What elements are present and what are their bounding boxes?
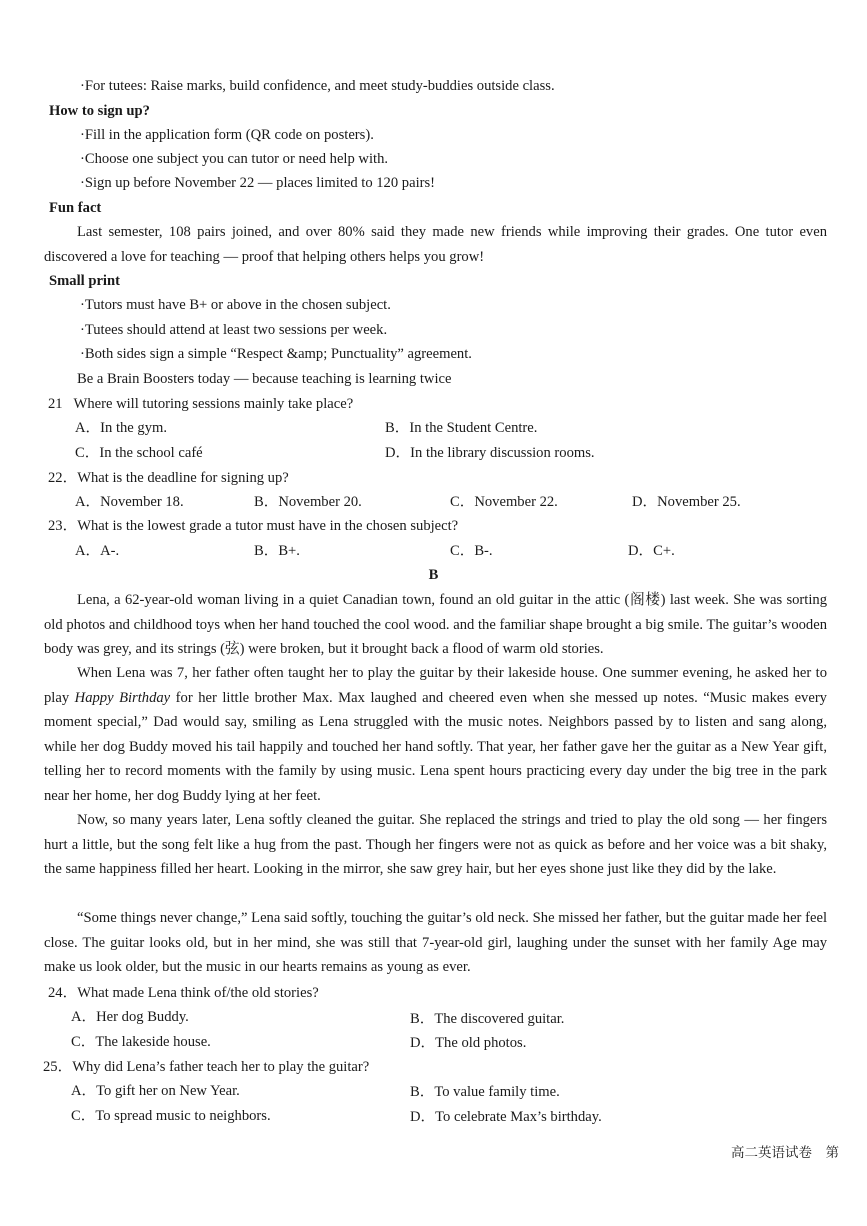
- option-24-b[interactable]: B．The discovered guitar.: [410, 1011, 565, 1027]
- question-number: 23．: [48, 518, 78, 534]
- passage-paragraph-4: “Some things never change,” Lena said softly, touching the guitar’s old neck. She missed her father, but the guitar made her feel close. The guitar looks old, but in her mind, she was still that 7-year-old girl, laughing under the sunset with her family Age may make us look older, but the music in our hearts remains as young as ever.: [44, 910, 827, 975]
- option-23-d[interactable]: D．C+.: [628, 543, 675, 559]
- question-number: 24．: [48, 985, 78, 1001]
- option-25-a[interactable]: A．To gift her on New Year.: [71, 1083, 240, 1099]
- tutee-benefit-bullet: ·For tutees: Raise marks, build confidence, and meet study-buddies outside class.: [80, 78, 555, 94]
- question-22: [48, 466, 289, 491]
- option-23-a[interactable]: A．A-.: [75, 543, 120, 559]
- question-23: [48, 514, 458, 539]
- option-21-b[interactable]: B．In the Student Centre.: [385, 420, 538, 436]
- passage-paragraph-2-start: When Lena was 7, her father often taught her to play the guitar by their lakeside house. One summer evening, he asked her to play: [44, 665, 827, 706]
- sign-up-heading: How to sign up?: [49, 103, 150, 119]
- page-footer: 高二英语试卷 第: [731, 1145, 839, 1161]
- fun-fact-heading: Fun fact: [49, 200, 102, 216]
- option-24-c[interactable]: C．The lakeside house.: [71, 1034, 211, 1050]
- question-25: [43, 1055, 369, 1080]
- question-text: What is the lowest grade a tutor must have in the chosen subject?: [77, 518, 459, 534]
- small-print-bullet: ·Both sides sign a simple “Respect &amp; Punctuality” agreement.: [80, 346, 472, 362]
- option-21-a[interactable]: A．In the gym.: [75, 420, 168, 436]
- option-22-b[interactable]: B．November 20.: [254, 494, 362, 510]
- small-print-bullet: ·Tutors must have B+ or above in the chosen subject.: [80, 297, 391, 313]
- option-24-a[interactable]: A．Her dog Buddy.: [71, 1009, 189, 1025]
- passage-paragraph-3: Now, so many years later, Lena softly cleaned the guitar. She replaced the strings and tried to play the old song — her fingers hurt a little, but the song felt like a hug from the past. Though her fingers were not as quick as before and her voice was a bit shaky, the same happiness filled her heart. Looking in the mirror, she saw grey hair, but her eyes shone just like they did by the lake.: [44, 812, 827, 877]
- option-24-d[interactable]: D．The old photos.: [410, 1035, 527, 1051]
- question-text: Why did Lena’s father teach her to play the guitar?: [72, 1059, 370, 1075]
- question-24: [48, 981, 319, 1006]
- question-text: What is the deadline for signing up?: [77, 470, 289, 486]
- question-number: 22．: [48, 470, 78, 486]
- question-number: 21: [48, 396, 63, 412]
- option-21-d[interactable]: D．In the library discussion rooms.: [385, 445, 595, 461]
- option-21-c[interactable]: C．In the school café: [75, 445, 203, 461]
- passage-paragraph-2: [44, 661, 827, 808]
- option-22-d[interactable]: D．November 25.: [632, 494, 741, 510]
- fun-fact-text: Last semester, 108 pairs joined, and over 80% said they made new friends while improving their grades. One tutor even discovered a love for teaching — proof that helping others helps you grow!: [44, 224, 827, 265]
- option-23-b[interactable]: B．B+.: [254, 543, 300, 559]
- small-print-closing: Be a Brain Boosters today — because teaching is learning twice: [77, 371, 452, 387]
- sign-up-bullet: ·Fill in the application form (QR code on posters).: [80, 127, 374, 143]
- small-print-bullet: ·Tutees should attend at least two sessions per week.: [80, 322, 388, 338]
- question-number: 25．: [43, 1059, 73, 1075]
- option-25-d[interactable]: D．To celebrate Max’s birthday.: [410, 1109, 602, 1125]
- option-25-c[interactable]: C．To spread music to neighbors.: [71, 1108, 271, 1124]
- option-25-b[interactable]: B．To value family time.: [410, 1084, 560, 1100]
- song-title: Happy Birthday: [74, 689, 171, 706]
- option-22-a[interactable]: A．November 18.: [75, 494, 184, 510]
- question-text: What made Lena think of/the old stories?: [77, 985, 319, 1001]
- small-print-heading: Small print: [49, 273, 120, 289]
- option-22-c[interactable]: C．November 22.: [450, 494, 558, 510]
- sign-up-bullet: ·Sign up before November 22 — places limited to 120 pairs!: [80, 175, 436, 191]
- question-text: Where will tutoring sessions mainly take place?: [73, 396, 354, 412]
- question-21: [48, 392, 353, 417]
- sign-up-bullet: ·Choose one subject you can tutor or need help with.: [80, 151, 389, 167]
- option-23-c[interactable]: C．B-.: [450, 543, 493, 559]
- passage-paragraph-2-rest: for her little brother Max. Max laughed and cheered even when she messed up notes. “Music makes every moment special,” Dad would say, smiling as Lena struggled with the music notes. Neighbors passed by to listen and sang along, while her dog Buddy moved his tail happily and touched her hand softly. That year, her father gave her the guitar as a New Year gift, telling her to record moments with the family by using music. Lena spent hours practicing every day under the big tree in the park near her home, her dog Buddy lying at her feet.: [44, 689, 827, 804]
- passage-paragraph-1: Lena, a 62-year-old woman living in a quiet Canadian town, found an old guitar in the attic (阁楼) last week. She was sorting old photos and childhood toys when her hand touched the cool wood. and the familiar shape brought a big smile. The guitar’s wooden body was grey, and its strings (弦) were broken, but it brought back a flood of warm old stories.: [44, 592, 827, 657]
- section-b-label: B: [428, 567, 439, 583]
